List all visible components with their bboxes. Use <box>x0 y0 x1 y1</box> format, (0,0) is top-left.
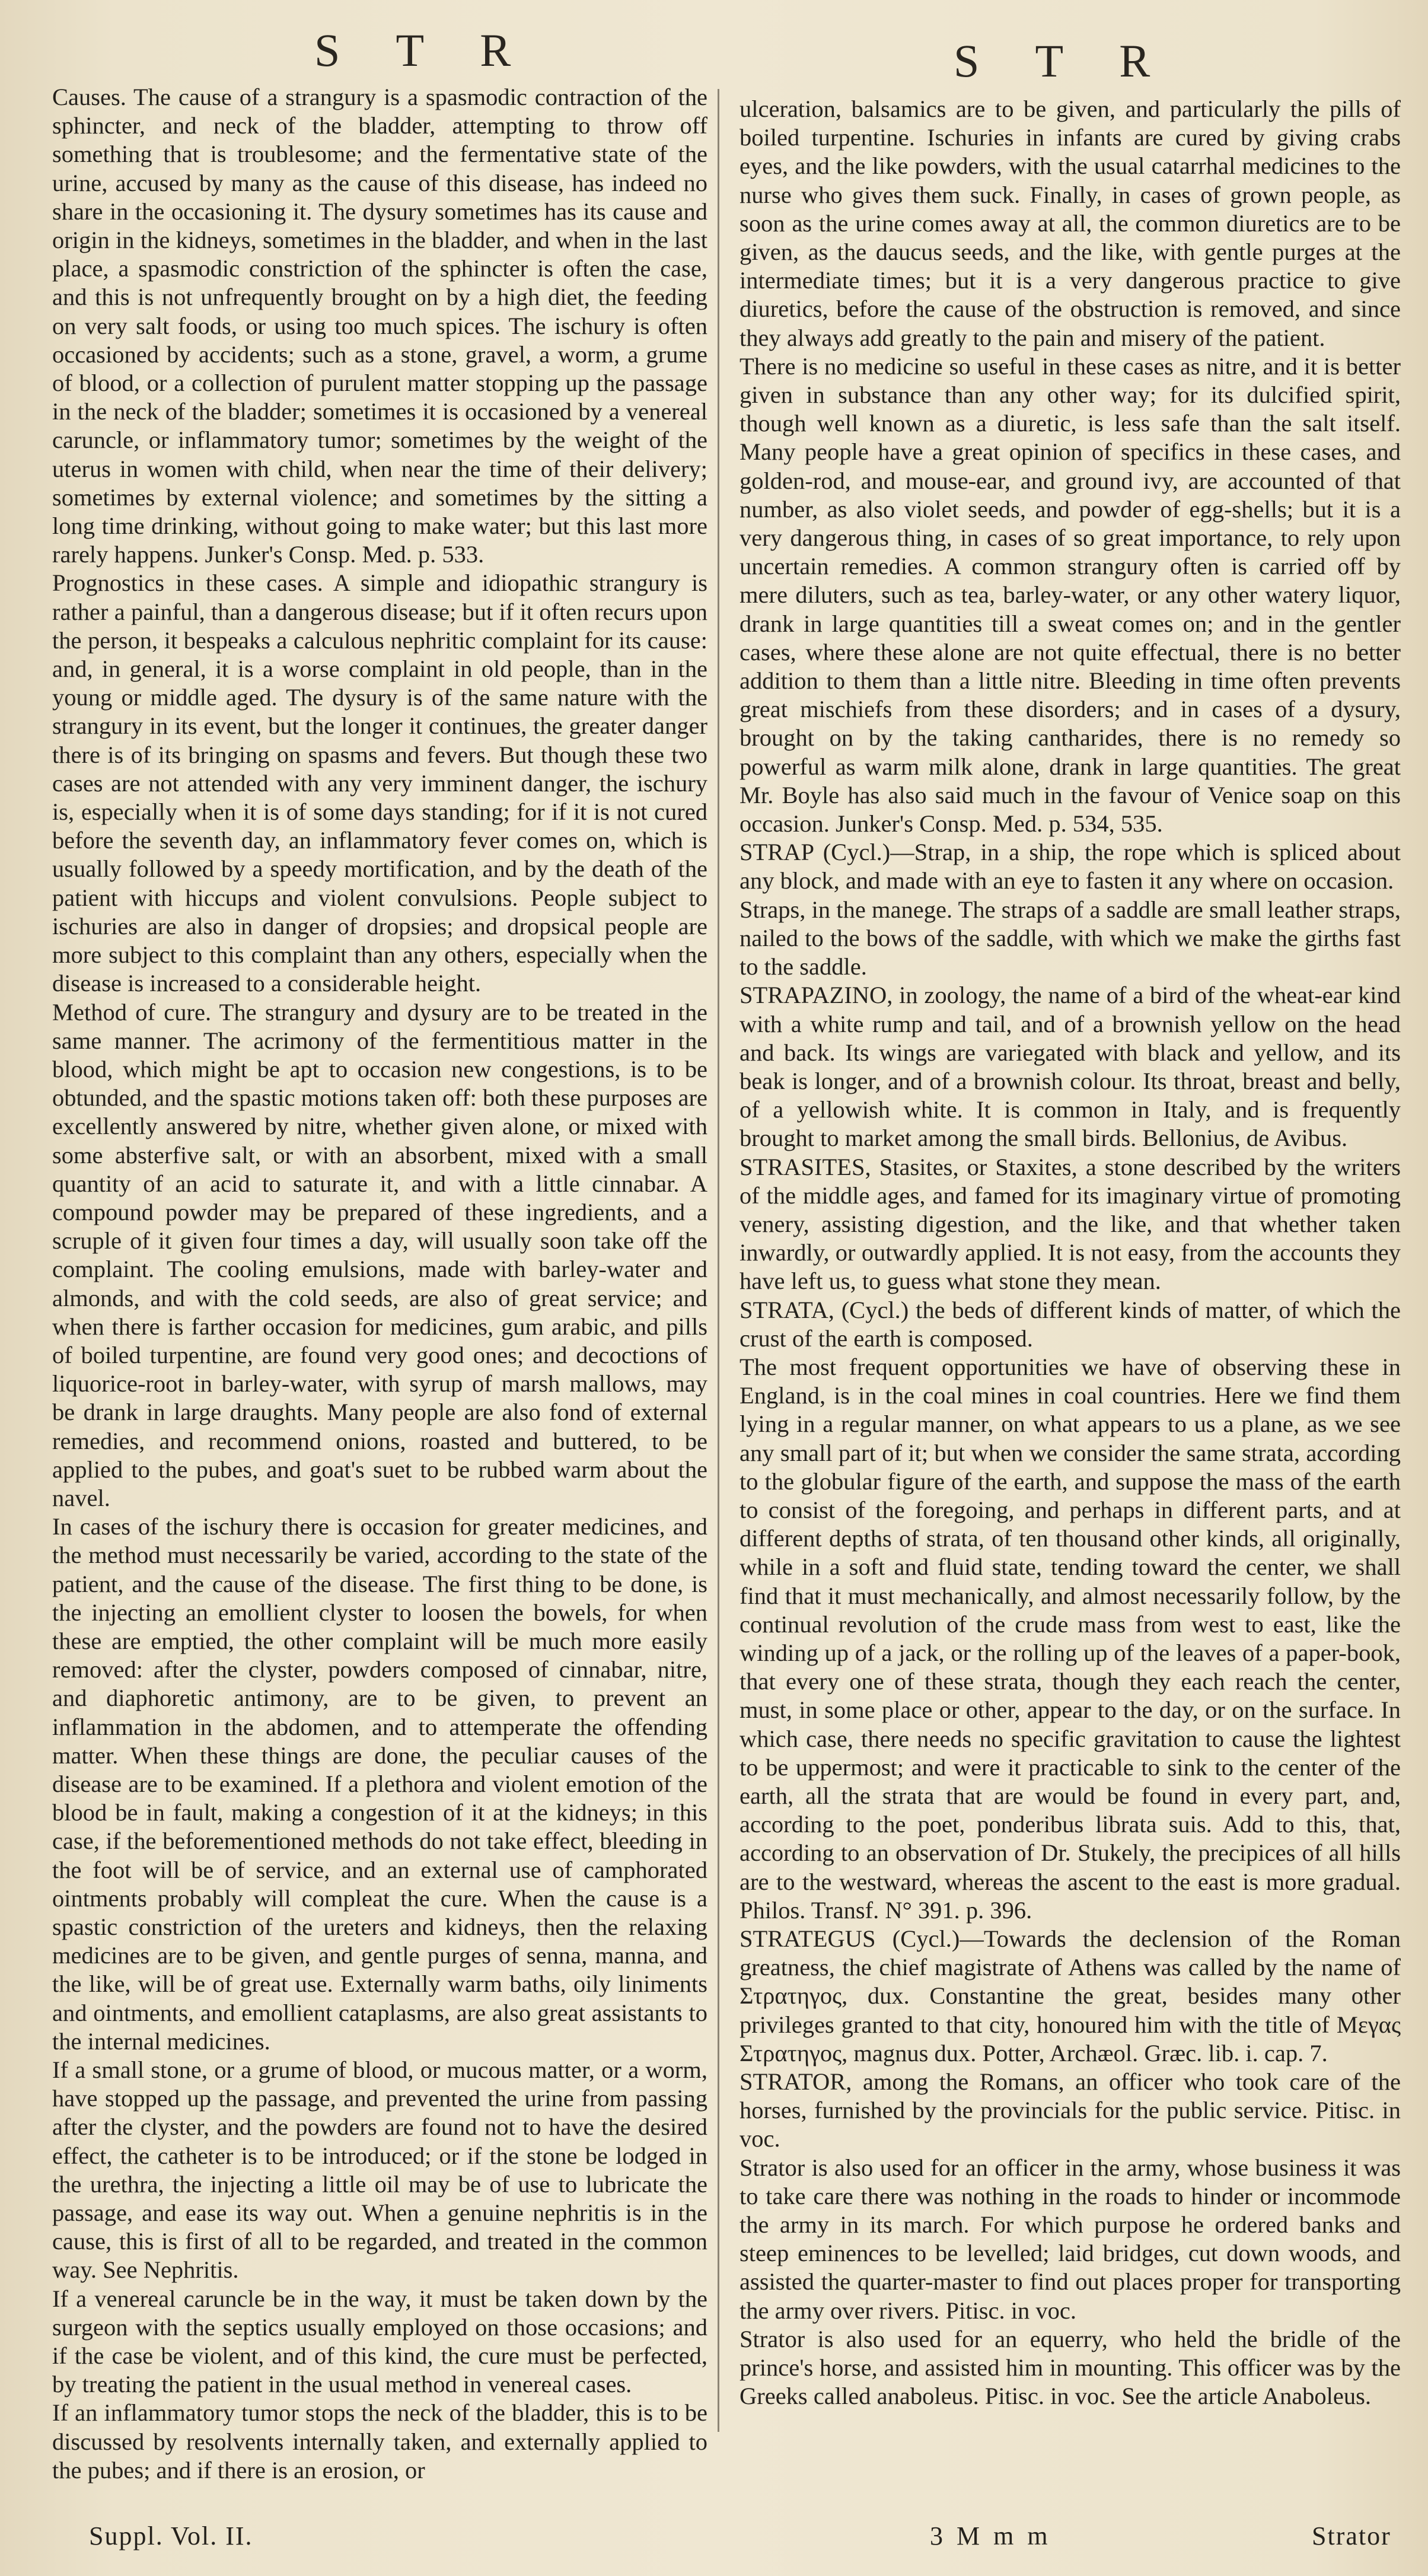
entry-straps: Straps, in the manege. The straps of a saddle are small leather straps, nailed to the bows of the saddle, with which we make the girths fast to the saddle. <box>740 896 1401 980</box>
entry-strategus: STRATEGUS (Cycl.)—Towards the declension of the Roman greatness, the chief magistrate of Athens was called by the name of Στρατηγος, dux. Constantine the great, besides many other privileges granted to that city, honoured him with the title of Μεγας Στρατηγος, magnus dux. Potter, Archæol. Græc. lib. i. cap. 7. <box>740 1925 1401 2066</box>
entry-strata: STRATA, (Cycl.) the beds of different kinds of matter, of which the crust of the earth is composed. <box>740 1296 1401 1352</box>
running-head-right: S T R <box>954 35 1173 87</box>
gathering-mark: 3 M m m <box>930 2521 1051 2550</box>
paragraph-ulceration: ulceration, balsamics are to be given, and particularly the pills of boiled turpentine. Ischuries in infants are cured by giving crabs eyes, and the like powders, with the usual catarrhal medicines to the nurse who gives them suck. Finally, in cases of grown people, as soon as the urine comes away at all, the common diuretics are to be given, as the daucus seeds, and the like, with gentle purges at the intermediate times; but it is a very dangerous practice to give diuretics, before the cause of the obstruction is removed, and since they always add greatly to the pain and misery of the patient. <box>740 95 1401 351</box>
paragraph-inflammatory-tumor: If an inflammatory tumor stops the neck of the bladder, this is to be discussed by resolvents internally taken, and externally applied to the pubes; and if there is an erosion, or <box>52 2399 707 2483</box>
catchword: Strator <box>1312 2521 1391 2550</box>
paragraph-prognostics: Prognostics in these cases. A simple and idiopathic strangury is rather a painful, than a dangerous disease; but if it often recurs upon the person, it bespeaks a calculous nephritic complaint for its cause: and, in general, it is a worse complaint in old people, than in the young or middle aged. The dysury is of the same nature with the strangury in its event, but the longer it continues, the greater danger there is of its bringing on spasms and fevers. But though these two cases are not attended with any very imminent danger, the ischury is, especially when it is of some days standing; for if it is not cured before the seventh day, an inflammatory fever comes on, which is usually followed by a speedy mortification, and by the death of the patient with hiccups and violent convulsions. People subject to ischuries are also in danger of dropsies; and dropsical people are more subject to this complaint than any others, especially when the disease is increased to a considerable height. <box>52 569 707 997</box>
entry-strasites: STRASITES, Stasites, or Staxites, a stone described by the writers of the middle ages, and famed for its imaginary virtue of promoting venery, assisting digestion, and the like, and that whether taken inwardly, or outwardly applied. It is not easy, from the accounts they have left us, to guess what stone they mean. <box>740 1153 1401 1295</box>
entry-strator-equerry: Strator is also used for an equerry, who held the bridle of the prince's horse, and assisted him in mounting. This officer was by the Greeks called anaboleus. Pitisc. in voc. See the article Anaboleus. <box>740 2325 1401 2410</box>
paragraph-strata-observations: The most frequent opportunities we have of observing these in England, is in the coal mines in coal countries. Here we find them lying in a regular manner, on what appears to us a plane, as we see any small part of it; but when we consider the same strata, according to the globular figure of the earth, and suppose the mass of the earth to consist of the foregoing, and perhaps in different parts, and at different depths of strata, of ten thousand other kinds, all originally, while in a soft and fluid state, tending toward the center, we shall find that it must mechanically, and almost necessarily follow, by the continual revolution of the crude mass from west to east, like the winding up of a jack, or the rolling up of the leaves of a paper-book, that every one of these strata, though they each reach the center, must, in some place or other, appear to the day, or on the surface. In which case, there needs no specific gravitation to cause the lightest to be uppermost; and were it practicable to sink to the center of the earth, all the strata that are would be found in every part, and, according to the poet, ponderibus librata suis. Add to this, that, according to an observation of Dr. Stukely, the precipices of all hills are to the westward, whereas the ascent to the east is more gradual. Philos. Transf. N° 391. p. 396. <box>740 1353 1401 1924</box>
paragraph-causes: Causes. The cause of a strangury is a spasmodic contraction of the sphincter, and neck of the bladder, attempting to throw off something that is troublesome; and the fermentative state of the urine, accused by many as the cause of this disease, has indeed no share in the occasioning it. The dysury sometimes has its cause and origin in the kidneys, sometimes in the bladder, and when in the last place, a spasmodic constriction of the sphincter is often the case, and this is not unfrequently brought on by a high diet, the feeding on very salt foods, or using too much spices. The ischury is often occasioned by accidents; such as a stone, gravel, a worm, a grume of blood, or a collection of purulent matter stopping up the passage in the neck of the bladder; sometimes it is occasioned by a venereal caruncle, or inflammatory tumor; sometimes by the weight of the uterus in women with child, when near the time of their delivery; sometimes by external violence; and sometimes by the sitting a long time drinking, without going to make water; but this last more rarely happens. Junker's Consp. Med. p. 533. <box>52 84 707 568</box>
entry-strap: STRAP (Cycl.)—Strap, in a ship, the rope which is spliced about any block, and made with an eye to fasten it any where on occasion. <box>740 839 1401 894</box>
paragraph-venereal-caruncle: If a venereal caruncle be in the way, it must be taken down by the surgeon with the septics usually employed on those occasions; and if the case be violent, and of this kind, the cure must be perfected, by treating the patient in the usual method in venereal cases. <box>52 2285 707 2398</box>
running-head-left: S T R <box>314 24 534 76</box>
paragraph-small-stone: If a small stone, or a grume of blood, or mucous matter, or a worm, have stopped up the passage, and prevented the urine from passing after the clyster, and the powders are found not to have the desired effect, the catheter is to be introduced; or if the stone be lodged in the urethra, the injecting a little oil may be of use to lubricate the passage, and ease its way out. When a genuine nephritis is in the cause, this is first of all to be regarded, and treated in the common way. See Nephritis. <box>52 2056 707 2284</box>
entry-strapazino: STRAPAZINO, in zoology, the name of a bird of the wheat-ear kind with a white rump and tail, and of a brownish yellow on the head and back. Its wings are variegated with black and yellow, and its beak is longer, and of a brownish colour. Its throat, breast and belly, of a yellowish white. It is common in Italy, and is frequently brought to market among the small birds. Bellonius, de Avibus. <box>740 982 1401 1152</box>
paragraph-method-of-cure: Method of cure. The strangury and dysury are to be treated in the same manner. The acrimony of the fermentitious matter in the blood, which might be apt to occasion new congestions, is to be obtunded, and the spastic motions taken off: both these purposes are excellently answered by nitre, whether given alone, or mixed with some absterfive salt, or with an absorbent, mixed with a small quantity of an acid to saturate it, and with a little cinnabar. A compound powder may be prepared of these ingredients, and a scruple of it given four times a day, will usually soon take off the complaint. The cooling emulsions, made with barley-water and almonds, and with the cold seeds, are also of great service; and when there is farther occasion for medicines, gum arabic, and pills of boiled turpentine, are found very good ones; and decoctions of liquorice-root in barley-water, with syrup of marsh mallows, may be drank in large draughts. Many people are also fond of external remedies, and recommend onions, roasted and buttered, to be applied to the pubes, and goat's suet to be rubbed warm about the navel. <box>52 998 707 1511</box>
paragraph-nitre: There is no medicine so useful in these cases as nitre, and it is better given in substance than any other way; for its dulcified spirit, though well known as a diuretic, is less safe than the salt itself. Many people have a great opinion of specifics in these cases, and golden-rod, and mouse-ear, and ground ivy, are accounted of that number, as also violet seeds, and powder of egg-shells; but it is a very dangerous thing, in cases of so great importance, to rely upon uncertain remedies. A common strangury often is carried off by mere diluters, such as tea, barley-water, or any other watery liquor, drank in large quantities till a sweat comes on; and in the gentler cases, where these alone are not quite effectual, there is no better addition to them than a little nitre. Bleeding in time often prevents great mischiefs from these disorders; and in cases of a dysury, brought on by the taking cantharides, there is no remedy so powerful as warm milk alone, drank in large quantities. The great Mr. Boyle has also said much in the favour of Venice soap on this occasion. Junker's Consp. Med. p. 534, 535. <box>740 352 1401 838</box>
paragraph-ischury-cases: In cases of the ischury there is occasion for greater medicines, and the method must necessarily be varied, according to the state of the patient, and the cause of the disease. The first thing to be done, is the injecting an emollient clyster to loosen the bowels, for when these are emptied, the other complaint will be much more easily removed: after the clyster, powders composed of cinnabar, nitre, and diaphoretic antimony, are to be given, to prevent an inflammation in the abdomen, and to attemperate the offending matter. When these things are done, the peculiar causes of the disease are to be examined. If a plethora and violent emotion of the blood be in fault, making a congestion of it at the kidneys; in this case, if the beforementioned methods do not take effect, bleeding in the foot will be of service, and an external use of camphorated ointments probably will compleat the cure. When the cause is a spastic constriction of the ureters and kidneys, then the relaxing medicines are to be given, and gentle purges of senna, manna, and the like, will be of great use. Externally warm baths, oily liniments and ointments, and emollient cataplasms, are also great assistants to the internal medicines. <box>52 1513 707 2055</box>
entry-strator: STRATOR, among the Romans, an officer who took care of the horses, furnished by the provincials for the public service. Pitisc. in voc. <box>740 2068 1401 2152</box>
entry-strator-army: Strator is also used for an officer in the army, whose business it was to take care there was nothing in the roads to hinder or incommode the army in its march. For which purpose he ordered banks and steep eminences to be levelled; laid bridges, cut down woods, and assisted the quarter-master to find out places proper for transporting the army over rivers. Pitisc. in voc. <box>740 2154 1401 2324</box>
column-divider <box>718 89 719 2432</box>
right-column <box>740 95 1401 2411</box>
left-column <box>52 83 707 2485</box>
signature-line: Suppl. Vol. II. <box>89 2521 253 2550</box>
